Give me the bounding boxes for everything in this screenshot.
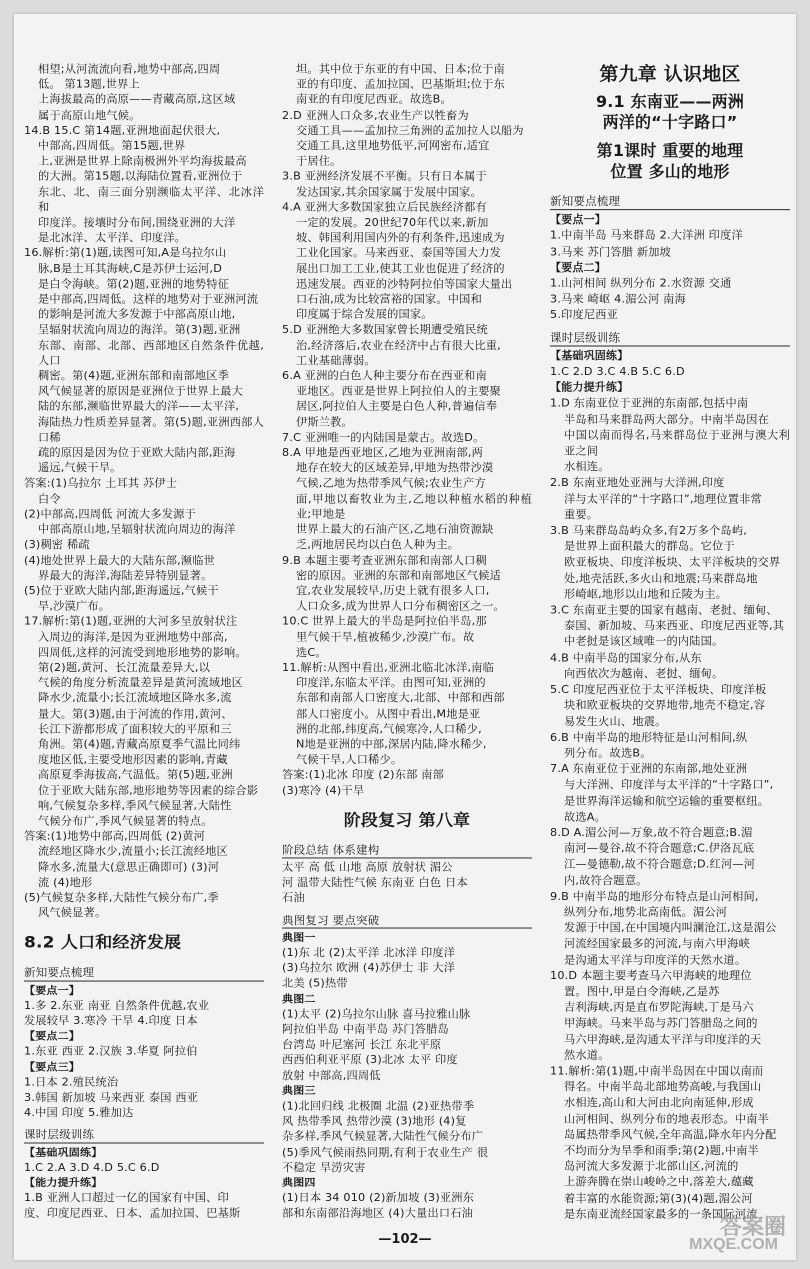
text-line: 地存在较大的区域差异,甲地为热带沙漠 <box>296 461 494 475</box>
text-line: 8.A 甲地是西亚地区,乙地为亚洲南部,两 <box>282 446 484 459</box>
watermark-url: MXQE.COM <box>689 1236 778 1253</box>
text-line: 4.中国 印度 5.雅加达 <box>24 1106 134 1120</box>
text-line: 坦。其中位于东亚的有中国、日本;位于南 <box>296 62 505 76</box>
text-line: 降水多,流量大(意思正确即可) (3)河 <box>38 860 220 874</box>
column-right-body <box>550 188 790 1223</box>
text-line: 入周边的海洋,是因为亚洲地势中部高, <box>38 630 228 643</box>
text-line: 上,亚洲是世界上除南极洲外平均海拔最高 <box>38 155 247 168</box>
subsection-heading: 课时层级训练 <box>550 329 790 346</box>
point-label: 【要点二】 <box>550 260 606 274</box>
text-line: 3.C 东南亚主要的国家有越南、老挝、缅甸、 <box>550 603 778 617</box>
text-line: 岛属热带季风气候,全年高温,降水年内分配 <box>564 1128 777 1141</box>
lesson-title <box>550 140 790 181</box>
text-line: 低。 第13题,世界上 <box>38 78 140 91</box>
text-line: 选C。 <box>296 646 327 659</box>
text-line: 里气候干旱,植被稀少,沙漠广布。故 <box>296 630 475 643</box>
text-line: 1.C 2.D 3.C 4.B 5.C 6.D <box>550 365 685 378</box>
text-line: 4.B 中南半岛的国家分布,从东 <box>550 651 702 665</box>
column-right <box>550 62 790 1223</box>
text-line: 降水少,流量小;长江流域地区降水多,流 <box>38 692 232 705</box>
text-line: 4.A 亚洲大多数国家独立后民族经济都有 <box>282 201 487 214</box>
text-line: 部和东南部沿海地区 (4)大量出口石油 <box>282 1207 474 1220</box>
text-line: (1)北回归线 北极圈 北温 (2)亚热带季 <box>282 1099 475 1113</box>
text-line: 重要。 <box>564 508 599 521</box>
text-line: 是沟通太平洋与印度洋的天然水道。 <box>564 953 747 967</box>
text-line: (1)太平 (2)乌拉尔山脉 喜马拉雅山脉 <box>282 1007 471 1021</box>
text-line: 3.马来 崎岖 4.湄公河 南海 <box>550 292 686 306</box>
text-line: 吉利海峡,丙是直布罗陀海峡,丁是马六 <box>564 1000 754 1014</box>
text-line: 西西伯利亚平原 (3)北冰 太平 印度 <box>282 1053 458 1067</box>
text-line: 3.韩国 新加坡 马来西亚 泰国 西亚 <box>24 1091 199 1104</box>
text-line: 11.解析:从图中看出,亚洲北临北冰洋,南临 <box>282 661 495 674</box>
point-label: 【能力提升练】 <box>24 1176 103 1189</box>
text-line: 块和欧亚板块的交界地带,地壳不稳定,容 <box>564 698 766 712</box>
text-line: 是世界上面积最大的群岛。它位于 <box>564 540 735 553</box>
text-line: 量大。第(3)题,由于河流的作用,黄河、 <box>38 707 233 720</box>
text-line: 杂多样,季风气候显著,大陆性气候分布广 <box>282 1130 484 1143</box>
text-line: 东部和南部人口密度大,北部、中部和西部 <box>296 692 505 705</box>
text-line: 白令 <box>38 492 61 505</box>
text-line: 2.B 东南亚地处亚洲与大洋洲,印度 <box>550 476 725 490</box>
text-line: 发源于中国,在中国境内叫澜沧江,这是湄公 <box>564 921 777 935</box>
text-line: 10.D 本题主要考查马六甲海峡的地理位 <box>550 969 752 982</box>
text-line: 相望;从河流流向看,地势中部高,四周 <box>38 62 221 76</box>
text-line: 宜,农业发展较早,历史上就有很多人口, <box>296 584 490 597</box>
text-line: 亚的有印度、孟加拉国、巴基斯坦;位于东 <box>296 78 505 91</box>
text-line: 故选A。 <box>564 810 607 823</box>
text-line: 2.D 亚洲人口众多,农业生产以牲畜为 <box>282 108 469 122</box>
text-line: 1.多 2.东亚 南亚 自然条件优越,农业 <box>24 999 210 1012</box>
point-label: 【要点一】 <box>550 213 606 227</box>
text-line: 河流经国家最多的河流,与南六甲海峡 <box>564 937 750 951</box>
text-line: 呈辐射状流向周边的海洋。第(3)题,亚洲 <box>38 323 241 337</box>
text-line: 面,甲地以畜牧业为主,乙地以种植水稻的种植业;甲地是 <box>296 492 532 521</box>
text-line: 欧亚板块、印度洋板块、太平洋板块的交界 <box>564 555 781 569</box>
text-line: 人口众多,成为世界人口分布稠密区之一。 <box>296 599 505 613</box>
text-line: 是北冰洋、太平洋、印度洋。 <box>38 231 187 245</box>
text-line: 1.日本 2.殖民统治 <box>24 1076 119 1089</box>
text-line: 流经地区降水少,流量小;长江流经地区 <box>38 845 228 858</box>
text-line: 17.解析:第(1)题,亚洲的大河多呈放射状注 <box>24 615 238 628</box>
text-line: 是东南亚流经国家最多的一条国际河流 <box>564 1207 758 1221</box>
text-line: 是世界海洋运输和航空运输的重要枢纽。 <box>564 794 769 808</box>
text-line: 东部、南部、北部、西部地区自然条件优越,人口 <box>38 339 264 367</box>
text-line: 风气候显著的原因是亚洲位于世界上最大 <box>38 385 243 398</box>
point-label: 【基础巩固练】 <box>24 1145 103 1159</box>
text-line: 不均而分为旱季和雨季;第(2)题,中南半 <box>564 1144 759 1157</box>
subsection-heading: 新知要点梳理 <box>550 193 790 210</box>
text-line: 中国以南而得名,马来群岛位于亚洲与澳大利亚之间 <box>564 428 790 458</box>
text-line: 东北、北、南三面分别濒临太平洋、北冰洋和 <box>38 185 264 214</box>
text-line: 位于亚欧大陆东部,地形地势等因素的综合影 <box>38 784 259 797</box>
point-label: 【要点三】 <box>24 1060 80 1074</box>
text-line: 长江下游都形成了面积较大的平原和三 <box>38 722 232 736</box>
text-line: 1.C 2.A 3.D 4.D 5.C 6.D <box>24 1161 160 1174</box>
text-line: 角洲。第(4)题,青藏高原夏季气温比同纬 <box>38 738 241 751</box>
text-line: 9.B 本题主要考查亚洲东部和南部人口稠 <box>282 553 487 567</box>
text-line: 纵列分布,地势北高南低。湄公河 <box>564 905 728 919</box>
text-line: 的影响是河流大多发源于中部高原山地, <box>38 308 236 321</box>
text-line: 3.B 马来群岛岛屿众多,有2万多个岛屿, <box>550 524 747 537</box>
text-line: 的大洲。第15题,以海陆位置看,亚洲位于 <box>38 170 243 183</box>
text-line: (5)位于亚欧大陆内部,距海遥远,气候干 <box>24 584 219 597</box>
text-line: 高原夏季海拔高,气温低。第(5)题,亚洲 <box>38 768 233 782</box>
text-line: 稠密。第(4)题,亚洲东部和南部地区季 <box>38 369 230 383</box>
text-line: 马六甲海峡,是沟通太平洋与印度洋的天 <box>564 1032 762 1046</box>
text-line: 响,气候复杂多样,季风气候显著,大陆性 <box>38 799 232 812</box>
text-line: 1.B 亚洲人口超过一亿的国家有中国、印 <box>24 1191 229 1205</box>
text-line: (2)中部高,四周低 河流大多发源于 <box>24 507 196 521</box>
text-line: 于居住。 <box>296 155 342 168</box>
chapter-title: 第九章 认识地区 <box>599 63 741 86</box>
text-line: 度、印度尼西亚、日本、孟加拉国、巴基斯 <box>24 1207 241 1220</box>
text-line: (1)东 北 (2)太平洋 北冰洋 印度洋 <box>282 946 456 959</box>
text-line: (5)季风气候雨热同期,有利于农业生产 很 <box>282 1145 489 1159</box>
text-line: 世界上最大的石油产区,乙地石油资源缺 <box>296 523 494 536</box>
lesson-title-line2: 位置 多山的地形 <box>610 162 730 181</box>
subsection-heading: 阶段总结 体系建构 <box>282 842 532 858</box>
section-title: 8.2 人口和经济发展 <box>24 933 182 953</box>
review-title: 阶段复习 第八章 <box>343 810 471 830</box>
text-line: 中部高原山地,呈辐射状流向周边的海洋 <box>38 523 236 536</box>
text-line: 气候分布广,季风气候显著的特点。 <box>38 814 213 828</box>
text-line: 口石油,成为比较富裕的国家。中国和 <box>296 293 482 306</box>
text-line: (5)气候复杂多样,大陆性气候分布广,季 <box>24 891 219 904</box>
text-line: 山河相间、纵列分布的地表形态。中南半 <box>564 1112 769 1125</box>
text-line: 陆的东部,濒临世界最大的洋——太平洋, <box>38 400 240 413</box>
text-line: 石油 <box>282 891 305 905</box>
text-line: 伊斯兰教。 <box>296 415 353 429</box>
text-line: 泰国、新加坡、马来西亚、印度尼西亚等,其 <box>564 619 785 633</box>
text-line: 发达国家,其余国家属于发展中国家。 <box>296 185 482 199</box>
text-line: (3)稠密 稀疏 <box>24 538 90 551</box>
text-line: 处,地壳活跃,多火山和地震;马来群岛地 <box>564 571 758 585</box>
point-label: 【能力提升练】 <box>550 381 629 394</box>
text-line: 答案:(1)北冰 印度 (2)东部 南部 <box>282 768 445 782</box>
point-label: 【要点一】 <box>24 983 80 997</box>
text-line: 印度属于综合发展的国家。 <box>296 308 433 321</box>
text-line: 岛河流大多发源于北部山区,河流的 <box>564 1159 739 1173</box>
point-label: 【基础巩固练】 <box>550 349 629 363</box>
text-line: 16.解析:第(1)题,读图可知,A是乌拉尔山 <box>24 247 227 260</box>
text-line: 北美 (5)热带 <box>282 977 348 990</box>
text-line: 治,经济落后,农业在经济中占有很大比重, <box>296 339 501 352</box>
text-line: 5.C 印度尼西亚位于太平洋板块、印度洋板 <box>550 683 767 696</box>
text-line: 工业化国家。马来西亚、泰国等国大力发 <box>296 247 501 260</box>
text-line: 印度洋。接壤时分布间,围绕亚洲的大洋 <box>38 216 236 229</box>
text-line: 密的原因。亚洲的东部和南部地区气候适 <box>296 569 501 582</box>
text-line: 得名。中南半岛北部地势高峻,与我国山 <box>564 1080 762 1094</box>
text-line: 交通工具——孟加拉三角洲的孟加拉人以船为 <box>296 124 524 137</box>
text-line: 着丰富的水能资源;第(3)(4)题,湄公河 <box>564 1191 753 1205</box>
text-line: 坡、韩国利用国内外的有利条件,迅速成为 <box>296 231 505 245</box>
text-line: (3)乌拉尔 欧洲 (4)苏伊士 非 大洋 <box>282 961 456 975</box>
text-line: (4)地处世界上最大的大陆东部,濒临世 <box>24 553 216 567</box>
text-line: 河 温带大陆性气候 东南亚 白色 日本 <box>282 876 468 889</box>
text-line: 江—曼德勒,故不符合题意;D.红河—河 <box>564 857 756 871</box>
text-line: 放射 中部高,四周低 <box>282 1069 381 1082</box>
text-line: 风 热带季风 热带沙漠 (3)地形 (4)复 <box>282 1115 467 1128</box>
text-line: 属于高原山地气候。 <box>38 108 141 122</box>
point-label: 典图二 <box>282 992 316 1005</box>
text-line: 四周低,这样的河流受到地形地势的影响。 <box>38 646 247 659</box>
text-line: 遥远,气候干旱。 <box>38 461 122 475</box>
text-line: 发展较早 3.寒冷 干旱 4.印度 日本 <box>24 1014 198 1027</box>
text-line: 台湾岛 叶尼塞河 长江 东北平原 <box>282 1038 442 1051</box>
text-line: 然水道。 <box>564 1048 610 1062</box>
text-line: 5.D 亚洲绝大多数国家曾长期遭受殖民统 <box>282 323 488 337</box>
text-line: 答案:(1)乌拉尔 土耳其 苏伊士 <box>24 477 178 490</box>
text-line: 5.印度尼西亚 <box>550 308 619 322</box>
text-line: 半岛和马来群岛两大部分。中南半岛因在 <box>564 412 769 426</box>
section-title-line2: 两洋的“十字路口” <box>602 113 738 132</box>
text-line: 7.C 亚洲唯一的内陆国是蒙古。故选D。 <box>282 431 485 444</box>
text-line: 9.B 中南半岛的地形分布特点是山河相间, <box>550 889 759 903</box>
text-line: 是中部高,四周低。这样的地势对于亚洲河流 <box>38 293 259 306</box>
text-line: 气候的角度分析流量差异是黄河流域地区 <box>38 676 243 690</box>
text-line: 气候干旱,人口稀少。 <box>296 753 403 766</box>
text-line: 内,故符合题意。 <box>564 873 648 887</box>
text-line: 亚地区。西亚是世界上阿拉伯人的主要聚 <box>296 385 501 398</box>
text-line: 1.中南半岛 马来群岛 2.大洋洲 印度洋 <box>550 229 743 242</box>
text-line: 上海拔最高的高原——青藏高原,这区域 <box>38 93 236 106</box>
text-line: 南亚的有印度尼西亚。故选B。 <box>296 93 452 106</box>
text-line: 10.C 世界上最大的半岛是阿拉伯半岛,那 <box>282 615 487 628</box>
text-line: 度地区低,主要受地形因素的影响,青藏 <box>38 753 228 766</box>
subsection-heading: 课时层级训练 <box>24 1127 264 1143</box>
text-line: 气候,乙地为热带季风气候;农业生产方 <box>296 477 486 490</box>
text-line: 上游奔腾在崇山峻岭之中,落差大,蕴藏 <box>564 1175 754 1189</box>
text-line: 向西依次为越南、老挝、缅甸。 <box>564 667 724 680</box>
text-line: 风气候显著。 <box>38 906 107 920</box>
text-line: 海陆热力性质差异显著。第(5)题,亚洲西部人口稀 <box>38 415 264 444</box>
text-line: 第(2)题,黄河、长江流量差异大,以 <box>38 661 210 674</box>
text-line: 1.山河相间 纵列分布 2.水资源 交通 <box>550 276 732 290</box>
text-line: 甲海峡。马来半岛与苏门答腊岛之间的 <box>564 1016 758 1030</box>
text-line: 洲的北部,纬度高,气候寒冷,人口稀少, <box>296 722 482 736</box>
text-line: 3.B 亚洲经济发展不平衡。只有日本属于 <box>282 170 487 183</box>
document-page <box>14 14 796 1260</box>
text-line: 南河—曼谷,故不符合题意;C.伊洛瓦底 <box>564 842 755 855</box>
text-line: 形崎岖,地形以山地和丘陵为主。 <box>564 587 728 601</box>
lesson-title-line1: 第1课时 重要的地理 <box>596 141 744 161</box>
text-line: 1.东亚 西亚 2.汉族 3.华夏 阿拉伯 <box>24 1045 198 1058</box>
text-line: 答案:(1)地势中部高,四周低 (2)黄河 <box>24 830 206 843</box>
text-line: 洋与太平洋的“十字路口”,地理位置非常 <box>564 492 762 506</box>
text-line: 8.D A.湄公河—万象,故不符合题意;B.湄 <box>550 826 753 839</box>
point-label: 典图一 <box>282 931 316 944</box>
text-line: 6.B 中南半岛的地形特征是山河相间,纵 <box>550 730 748 744</box>
text-line: 6.A 亚洲的白色人种主要分布在西亚和南 <box>282 369 487 383</box>
point-label: 【要点二】 <box>24 1030 80 1043</box>
text-line: 11.解析:第(1)题,中南半岛因在中国以南而 <box>550 1064 764 1078</box>
subsection-heading: 典图复习 要点突破 <box>282 912 532 928</box>
text-line: 阿拉伯半岛 中南半岛 苏门答腊岛 <box>282 1023 449 1036</box>
text-line: (3)寒冷 (4)干旱 <box>282 784 365 797</box>
text-line: 一定的发展。20世纪70年代以来,新加 <box>296 216 489 229</box>
text-line: 中部高,四周低。第15题,世界 <box>38 139 186 152</box>
text-line: 与大洋洲、印度洋与太平洋的“十字路口”, <box>564 778 774 792</box>
text-line: 是白令海峡。第(2)题,亚洲的地势特征 <box>38 277 230 291</box>
text-line: 交通工具,这里地势低平,河网密布,适宜 <box>296 139 490 152</box>
text-line: 太平 高 低 山地 高原 放射状 湄公 <box>282 861 453 874</box>
text-line: (1)日本 34 010 (2)新加坡 (3)亚洲东 <box>282 1191 475 1205</box>
text-line: 疏的原因是因为位于亚欧大陆内部,距海 <box>38 446 236 459</box>
text-line: 流 (4)地形 <box>38 876 93 889</box>
text-line: 1.D 东南亚位于亚洲的东南部,包括中南 <box>550 396 749 410</box>
text-line: 居区,阿拉伯人主要是白色人种,普遍信奉 <box>296 400 498 413</box>
text-line: 部人口密度小。从图中看出,M地是亚 <box>296 707 481 720</box>
page-number: —102— <box>378 1232 432 1247</box>
text-line: 列分布。故选B。 <box>564 746 652 760</box>
text-line: 乏,两地居民均以白色人种为主。 <box>296 538 460 551</box>
point-label: 典图四 <box>282 1176 316 1189</box>
text-line: 水相连,高山和大河由北向南延伸,形成 <box>564 1096 754 1110</box>
text-line: 置。图中,甲是白令海峡,乙是苏 <box>564 985 720 998</box>
column-middle <box>282 62 532 1222</box>
point-label: 典图三 <box>282 1084 316 1097</box>
text-line: 迅速发展。西亚的沙特阿拉伯等国家大量出 <box>296 277 513 291</box>
text-line: 7.A 东南亚位于亚洲的东南部,地处亚洲 <box>550 762 748 776</box>
text-line: 14.B 15.C 第14题,亚洲地面起伏很大, <box>24 124 221 137</box>
subsection-heading: 新知要点梳理 <box>24 965 264 981</box>
column-left <box>24 62 264 1222</box>
text-line: 旱,沙漠广布。 <box>38 599 111 613</box>
text-line: 界最大的海洋,海陆差异特别显著。 <box>38 569 213 582</box>
text-line: 3.马来 苏门答腊 新加坡 <box>550 245 672 258</box>
text-line: N地是亚洲的中部,深居内陆,降水稀少, <box>296 738 487 751</box>
text-line: 印度洋,东临太平洋。由图可知,亚洲的 <box>296 676 486 690</box>
text-line: 易发生火山、地震。 <box>564 714 667 728</box>
text-line: 中老挝是该区域唯一的内陆国。 <box>564 635 724 649</box>
text-line: 脉,B是土耳其海峡,C是苏伊士运河,D <box>38 262 223 275</box>
text-line: 不稳定 旱涝灾害 <box>282 1161 366 1174</box>
text-line: 工业基础薄弱。 <box>296 354 376 367</box>
watermark-logo: 答案圈 <box>719 1214 786 1239</box>
section-title-line1: 9.1 东南亚——两洲 <box>595 92 745 112</box>
text-line: 水相连。 <box>564 460 610 474</box>
text-line: 展出口加工工业,使其工业也促进了经济的 <box>296 262 505 275</box>
